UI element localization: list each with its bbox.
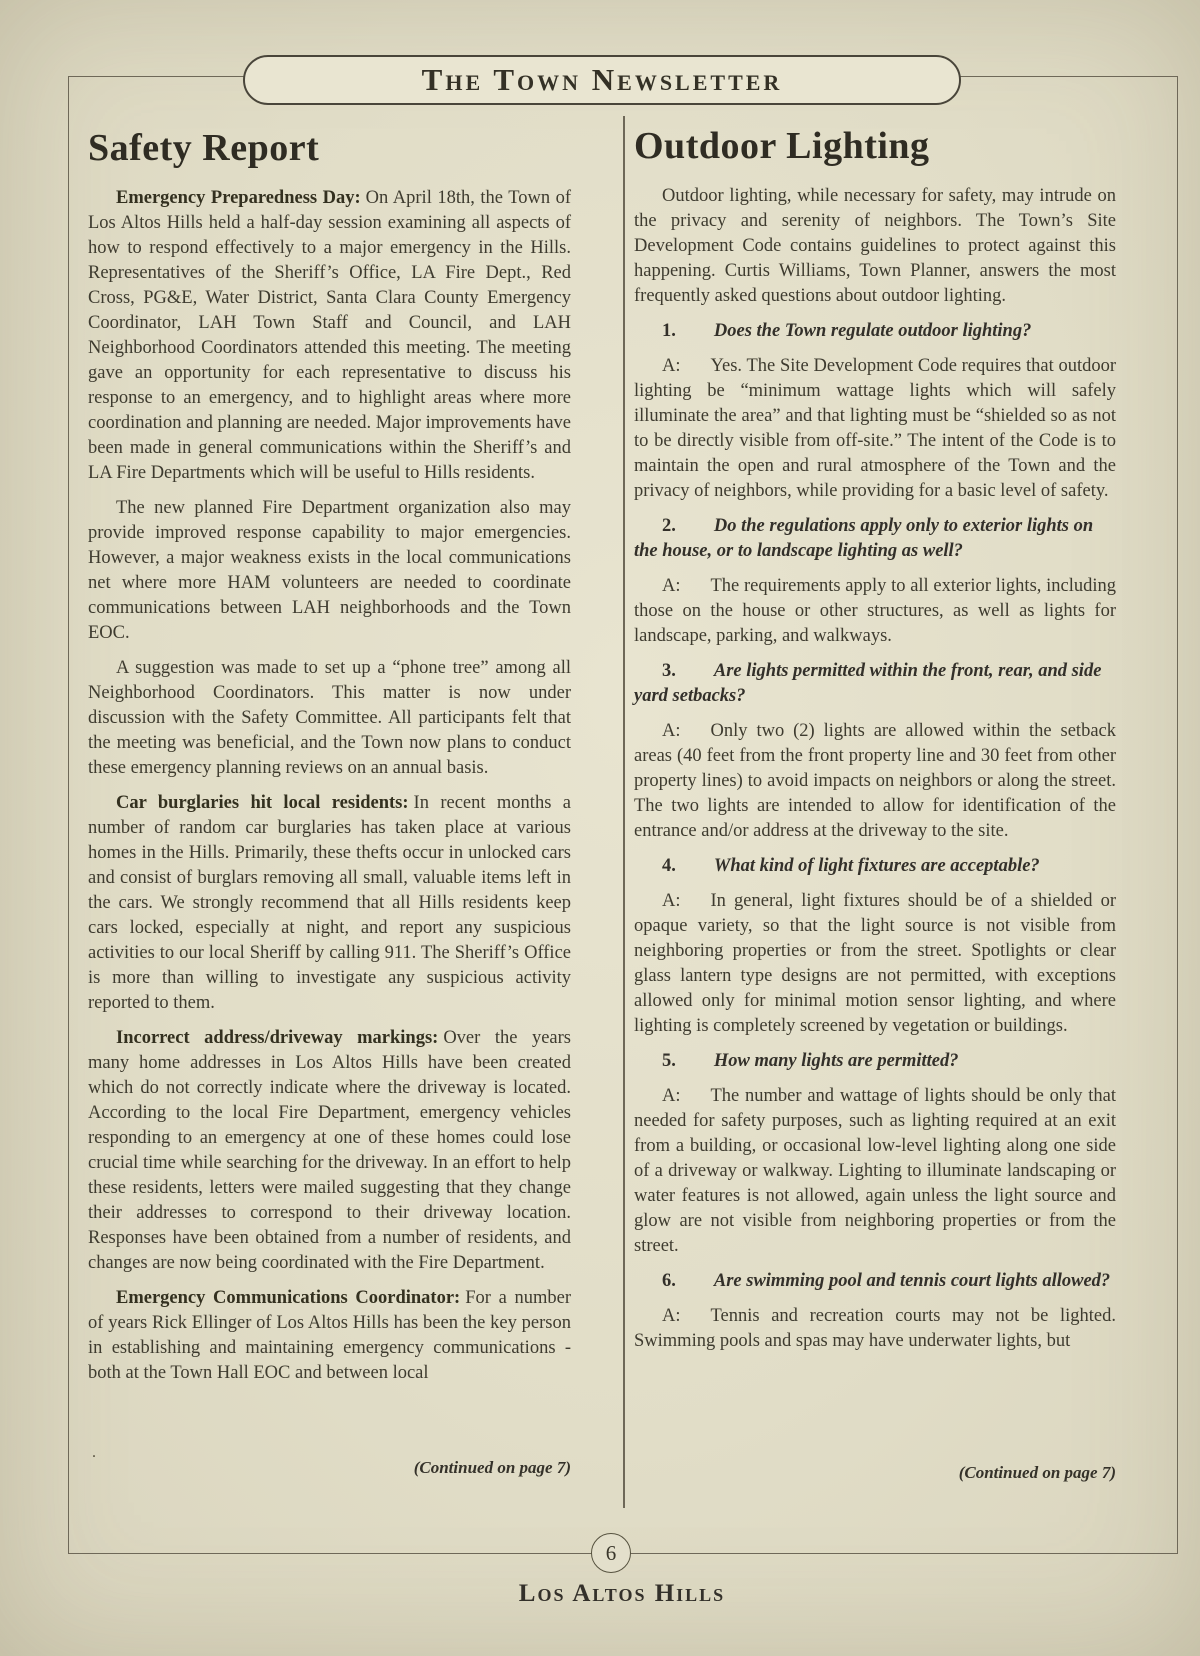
paragraph-outdoor-lighting-intro [634, 184, 1116, 309]
question-number: 1. [662, 321, 676, 341]
paragraph-lead: Car burglaries hit local residents: [116, 793, 409, 813]
qa-answer-6 [634, 1304, 1116, 1354]
paragraph-car-burglaries [88, 791, 571, 1016]
question-number: 4. [662, 856, 676, 876]
question-number: 5. [662, 1051, 676, 1071]
qa-question-1 [634, 319, 1116, 344]
continued-note-left: (Continued on page 7) [413, 1458, 571, 1477]
paragraph-communications-coordinator [88, 1286, 571, 1386]
paragraph-text: In recent months a number of random car burglaries has taken place at various homes in the Hills. Primarily, these thefts occur in unlocked cars and consist of burglars removing all small, valuable items left in the cars. We strongly recommend that all Hills residents keep cars locked, especially at night, and report any suspicious activities to our local Sheriff by calling 911. The Sheriff’s Office is more than willing to investigate any suspicious activity reported to them. [88, 793, 571, 1013]
paragraph-lead: Incorrect address/driveway markings: [116, 1028, 439, 1048]
answer-label: A: [662, 1086, 681, 1106]
safety-report-heading: Safety Report [88, 127, 320, 169]
answer-text: Tennis and recreation courts may not be lighted. Swimming pools and spas may have underwater lights, but [634, 1306, 1116, 1351]
qa-question-3 [634, 659, 1116, 709]
answer-text: In general, light fixtures should be of a shielded or opaque variety, so that the light source is not visible from neighboring properties or from the street. Spotlights or clear glass lantern type designs are not permitted, with exceptions allowed only for minimal motion sensor lighting, and where lighting is completely screened by vegetation or buildings. [634, 891, 1116, 1036]
outdoor-lighting-column [634, 124, 1116, 1364]
qa-question-5 [634, 1049, 1116, 1074]
qa-answer-5 [634, 1084, 1116, 1259]
column-divider [623, 116, 625, 1508]
answer-label: A: [662, 891, 681, 911]
question-number: 6. [662, 1271, 676, 1291]
answer-label: A: [662, 576, 681, 596]
paragraph-text: On April 18th, the Town of Los Altos Hills held a half-day session examining all aspects of how to respond effectively to a major emergency in the Hills. Representatives of the Sheriff’s Office, LA Fire Dept., Red Cross, PG&E, Water District, Santa Clara County Emergency Coordinator, LAH Town Staff and Council, and LAH Neighborhood Coordinators attended this meeting. The meeting gave an opportunity for each representative to discuss his response to an emergency, and to highlight areas where more coordination and planning are needed. Major improvements have been made in general communications within the Sheriff’s and LA Fire Departments which will be useful to Hills residents. [88, 188, 572, 483]
masthead-title: The Town Newsletter [421, 62, 783, 97]
question-text: What kind of light fixtures are acceptable? [713, 856, 1040, 876]
safety-report-column [88, 126, 571, 1396]
qa-answer-3 [634, 719, 1116, 844]
question-text: Does the Town regulate outdoor lighting? [713, 321, 1032, 341]
paragraph-text: A suggestion was made to set up a “phone tree” among all Neighborhood Coordinators. This matter is now under discussion with the Safety Committee. All participants felt that the meeting was beneficial, and the Town now plans to conduct these emergency planning reviews on an annual basis. [88, 658, 571, 778]
question-text: How many lights are permitted? [713, 1051, 959, 1071]
question-number: 3. [662, 661, 676, 681]
question-text: Are swimming pool and tennis court lights allowed? [713, 1271, 1111, 1291]
question-text: Do the regulations apply only to exterior lights on the house, or to landscape lighting as well? [634, 516, 1094, 561]
answer-label: A: [662, 356, 681, 376]
question-text: Are lights permitted within the front, rear, and side yard setbacks? [634, 661, 1102, 706]
paragraph-phone-tree [88, 656, 571, 781]
answer-text: Yes. The Site Development Code requires that outdoor lighting be “minimum wattage lights which will safely illuminate the area” and that lighting must be “shielded so as not to be directly visible from off-site.” The intent of the Code is to maintain the open and rural atmosphere of the Town and the privacy of neighbors, while providing for a basic level of safety. [634, 356, 1116, 501]
page-number: 6 [605, 1540, 617, 1565]
paragraph-address-markings [88, 1026, 571, 1276]
paragraph-emergency-preparedness [88, 186, 571, 486]
question-number: 2. [662, 516, 676, 536]
paragraph-text: For a number of years Rick Ellinger of Los Altos Hills has been the key person in establishing and maintaining emergency communications - both at the Town Hall EOC and between local [88, 1288, 571, 1383]
qa-question-6 [634, 1269, 1116, 1294]
page-number-badge [591, 1533, 631, 1573]
answer-label: A: [662, 721, 681, 741]
qa-answer-2 [634, 574, 1116, 649]
answer-label: A: [662, 1306, 681, 1326]
qa-question-2 [634, 514, 1116, 564]
qa-answer-1 [634, 354, 1116, 504]
outdoor-lighting-heading: Outdoor Lighting [634, 125, 930, 167]
answer-text: Only two (2) lights are allowed within the setback areas (40 feet from the front property line and 30 feet from other property lines) to avoid impacts on neighbors or along the street. The two lights are intended to allow for identification of the entrance and/or address at the driveway to the site. [634, 721, 1116, 841]
continued-note-right: (Continued on page 7) [958, 1463, 1116, 1482]
paragraph-text: The new planned Fire Department organization also may provide improved response capability to major emergencies. However, a major weakness exists in the local communications net where more HAM volunteers are needed to coordinate communications between LAH neighborhoods and the Town EOC. [88, 498, 571, 643]
footer-town-name: Los Altos Hills [518, 1580, 726, 1607]
answer-text: The number and wattage of lights should be only that needed for safety purposes, such as lighting required at an exit from a building, or occasional low-level lighting along one side of a driveway or walkway. Lighting to illuminate landscaping or water features is not allowed, again unless the light source and glow are not visible from neighboring properties or from the street. [634, 1086, 1116, 1256]
qa-answer-4 [634, 889, 1116, 1039]
paragraph-text: Outdoor lighting, while necessary for safety, may intrude on the privacy and serenity of neighbors. The Town’s Site Development Code contains guidelines to protect against this happening. Curtis Williams, Town Planner, answers the most frequently asked questions about outdoor lighting. [634, 186, 1116, 306]
scan-artifact-dot: . [92, 1444, 96, 1461]
answer-text: The requirements apply to all exterior lights, including those on the house or other structures, as well as lights for landscape, parking, and walkways. [634, 576, 1116, 646]
paragraph-fire-department [88, 496, 571, 646]
masthead-banner [243, 55, 961, 105]
paragraph-lead: Emergency Preparedness Day: [116, 188, 361, 208]
paragraph-text: Over the years many home addresses in Los Altos Hills have been created which do not correctly indicate where the driveway is located. According to the local Fire Department, emergency vehicles responding to an emergency at one of these homes could lose crucial time while searching for the driveway. In an effort to help these residents, letters were mailed suggesting that they change their addresses to correspond to their driveway location. Responses have been obtained from a number of residents, and changes are now being coordinated with the Fire Department. [88, 1028, 571, 1273]
qa-question-4 [634, 854, 1116, 879]
paragraph-lead: Emergency Communications Coordinator: [116, 1288, 461, 1308]
